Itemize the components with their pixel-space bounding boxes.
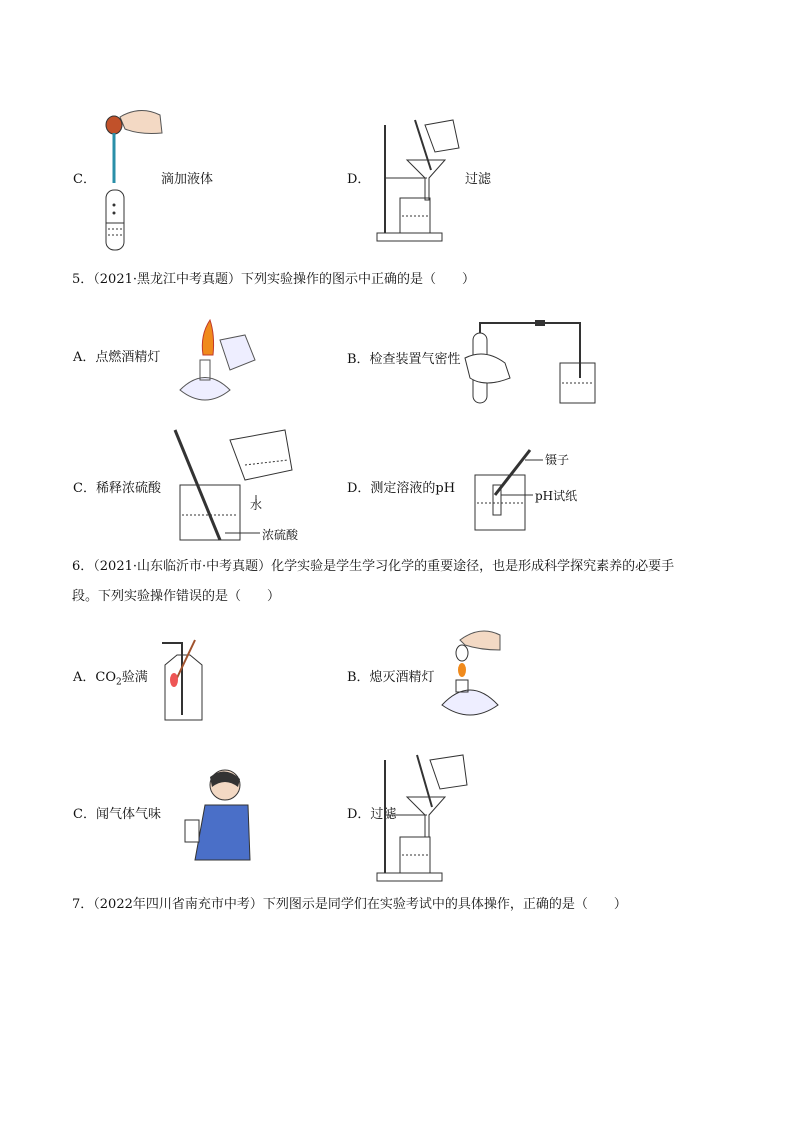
q5-option-b: B．检查装置气密性 bbox=[347, 352, 461, 367]
q6-option-c: C．闻气体气味 bbox=[73, 807, 161, 822]
question-6-stem-line2: 段。下列实验操作错误的是（ ） bbox=[72, 589, 281, 604]
question-6-stem-line1: 6．（2021·山东临沂市·中考真题）化学实验是学生学习化学的重要途径，也是形成科学探究素养的必要手 bbox=[72, 559, 675, 574]
option-c-label: C． bbox=[73, 172, 96, 187]
water-label: 水 bbox=[250, 498, 263, 512]
q6-option-b: B．熄灭酒精灯 bbox=[347, 670, 435, 685]
airtightness-check-figure bbox=[465, 318, 605, 408]
q5-option-c: C．稀释浓硫酸 bbox=[73, 481, 161, 496]
alcohol-lamp-lighting-figure bbox=[175, 320, 260, 408]
smell-gas-figure bbox=[180, 765, 252, 862]
option-d-label: D． bbox=[347, 172, 371, 187]
option-d-text: 过滤 bbox=[465, 172, 492, 187]
q6-option-a bbox=[73, 670, 148, 691]
filtration-figure bbox=[375, 120, 465, 245]
dropper-figure bbox=[100, 105, 165, 255]
q5-option-d: D．测定溶液的pH bbox=[347, 481, 456, 496]
co2-suffix: 验满 bbox=[121, 670, 148, 685]
filtration-figure-2 bbox=[375, 755, 470, 885]
tweezers-label: 镊子 bbox=[545, 453, 570, 467]
co2-test-figure bbox=[160, 635, 210, 723]
q5-option-a: A．点燃酒精灯 bbox=[73, 350, 161, 365]
subscript-2: 2 bbox=[116, 677, 122, 688]
question-7-stem: 7．（2022年四川省南充市中考）下列图示是同学们在实验考试中的具体操作，正确的是（ ） bbox=[72, 897, 627, 912]
co2-text: A．CO bbox=[73, 670, 116, 685]
question-5-stem: 5．（2021·黑龙江中考真题）下列实验操作的图示中正确的是（ ） bbox=[72, 272, 475, 287]
ph-measurement-figure bbox=[465, 445, 545, 535]
extinguish-lamp-figure bbox=[440, 625, 505, 725]
option-c-text: 滴加液体 bbox=[161, 172, 214, 187]
q6-option-d: D．过滤 bbox=[347, 807, 397, 822]
acid-label: 浓硫酸 bbox=[262, 528, 299, 542]
ph-paper-label: pH试纸 bbox=[535, 489, 578, 503]
